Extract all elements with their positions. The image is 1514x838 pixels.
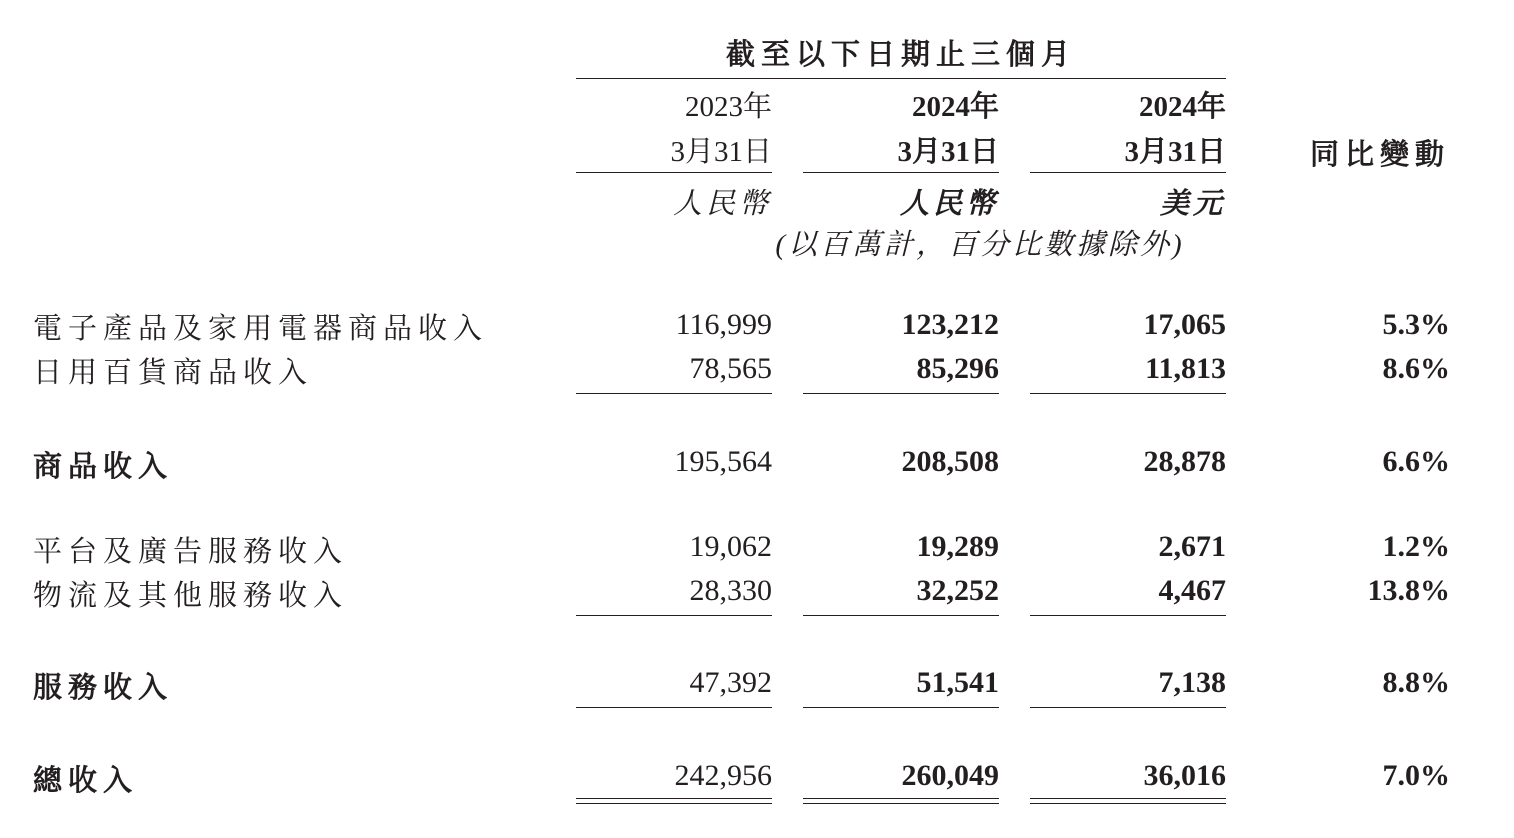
col-2024-rmb-date: 3月31日 (897, 136, 999, 168)
cell-2024-usd: 17,065 (1143, 308, 1226, 341)
row-label-subtotal: 服務收入 (33, 670, 174, 704)
subtotal-rule (1030, 707, 1226, 708)
subtotal-rule (1030, 615, 1226, 616)
cell-2024-rmb: 85,296 (916, 352, 999, 385)
subtotal-rule (803, 615, 999, 616)
total-double-rule (576, 798, 772, 804)
cell-2024-usd: 11,813 (1145, 352, 1226, 385)
row-label: 物流及其他服務收入 (33, 580, 349, 612)
cell-2024-rmb: 123,212 (901, 308, 999, 341)
cell-yoy: 1.2% (1382, 530, 1450, 563)
cell-2023: 116,999 (675, 308, 772, 341)
col-2024-rmb-year: 2024年 (911, 91, 999, 123)
units-note: (以百萬計，百分比數據除外) (775, 229, 1185, 261)
subtotal-rule (576, 707, 772, 708)
period-underline (576, 78, 1226, 79)
row-label-subtotal: 商品收入 (33, 449, 174, 483)
cell-2024-rmb: 260,049 (901, 759, 999, 792)
period-header: 截至以下日期止三個月 (725, 37, 1076, 71)
cell-2024-usd: 36,016 (1143, 759, 1226, 792)
cell-2024-usd: 28,878 (1143, 445, 1226, 478)
cell-2023: 242,956 (674, 759, 772, 792)
subtotal-rule (1030, 393, 1226, 394)
subtotal-rule (803, 393, 999, 394)
col-2023-underline (576, 172, 772, 173)
total-double-rule (1030, 798, 1226, 804)
col-2024-usd-year: 2024年 (1138, 91, 1226, 123)
cell-2023: 78,565 (689, 352, 772, 385)
cell-yoy: 7.0% (1382, 759, 1450, 792)
cell-2024-usd: 2,671 (1158, 530, 1226, 563)
subtotal-rule (576, 393, 772, 394)
subtotal-rule (576, 615, 772, 616)
col-2024-usd-underline (1030, 172, 1226, 173)
row-label-total: 總收入 (33, 763, 139, 797)
cell-yoy: 8.6% (1382, 352, 1450, 385)
col-2024-usd-currency: 美元 (1159, 188, 1226, 220)
col-2024-rmb-underline (803, 172, 999, 173)
cell-2023: 19,062 (689, 530, 772, 563)
row-label: 平台及廣告服務收入 (33, 536, 349, 568)
yoy-header: 同比變動 (1309, 137, 1450, 171)
cell-yoy: 8.8% (1382, 666, 1450, 699)
total-double-rule (803, 798, 999, 804)
cell-yoy: 6.6% (1382, 445, 1450, 478)
cell-yoy: 5.3% (1382, 308, 1450, 341)
subtotal-rule (803, 707, 999, 708)
cell-2024-rmb: 208,508 (901, 445, 999, 478)
cell-2023: 47,392 (689, 666, 772, 699)
cell-2023: 195,564 (674, 445, 772, 478)
cell-2024-rmb: 51,541 (916, 666, 999, 699)
col-2023-date: 3月31日 (670, 136, 772, 168)
cell-2024-usd: 4,467 (1158, 574, 1226, 607)
row-label: 電子產品及家用電器商品收入 (33, 313, 489, 345)
cell-2024-usd: 7,138 (1158, 666, 1226, 699)
col-2023-currency: 人民幣 (672, 188, 772, 220)
col-2024-usd-date: 3月31日 (1124, 136, 1226, 168)
cell-yoy: 13.8% (1367, 574, 1450, 607)
cell-2024-rmb: 32,252 (916, 574, 999, 607)
col-2024-rmb-currency: 人民幣 (899, 188, 999, 220)
col-2023-year: 2023年 (684, 91, 772, 123)
cell-2023: 28,330 (689, 574, 772, 607)
cell-2024-rmb: 19,289 (916, 530, 999, 563)
row-label: 日用百貨商品收入 (33, 357, 314, 389)
